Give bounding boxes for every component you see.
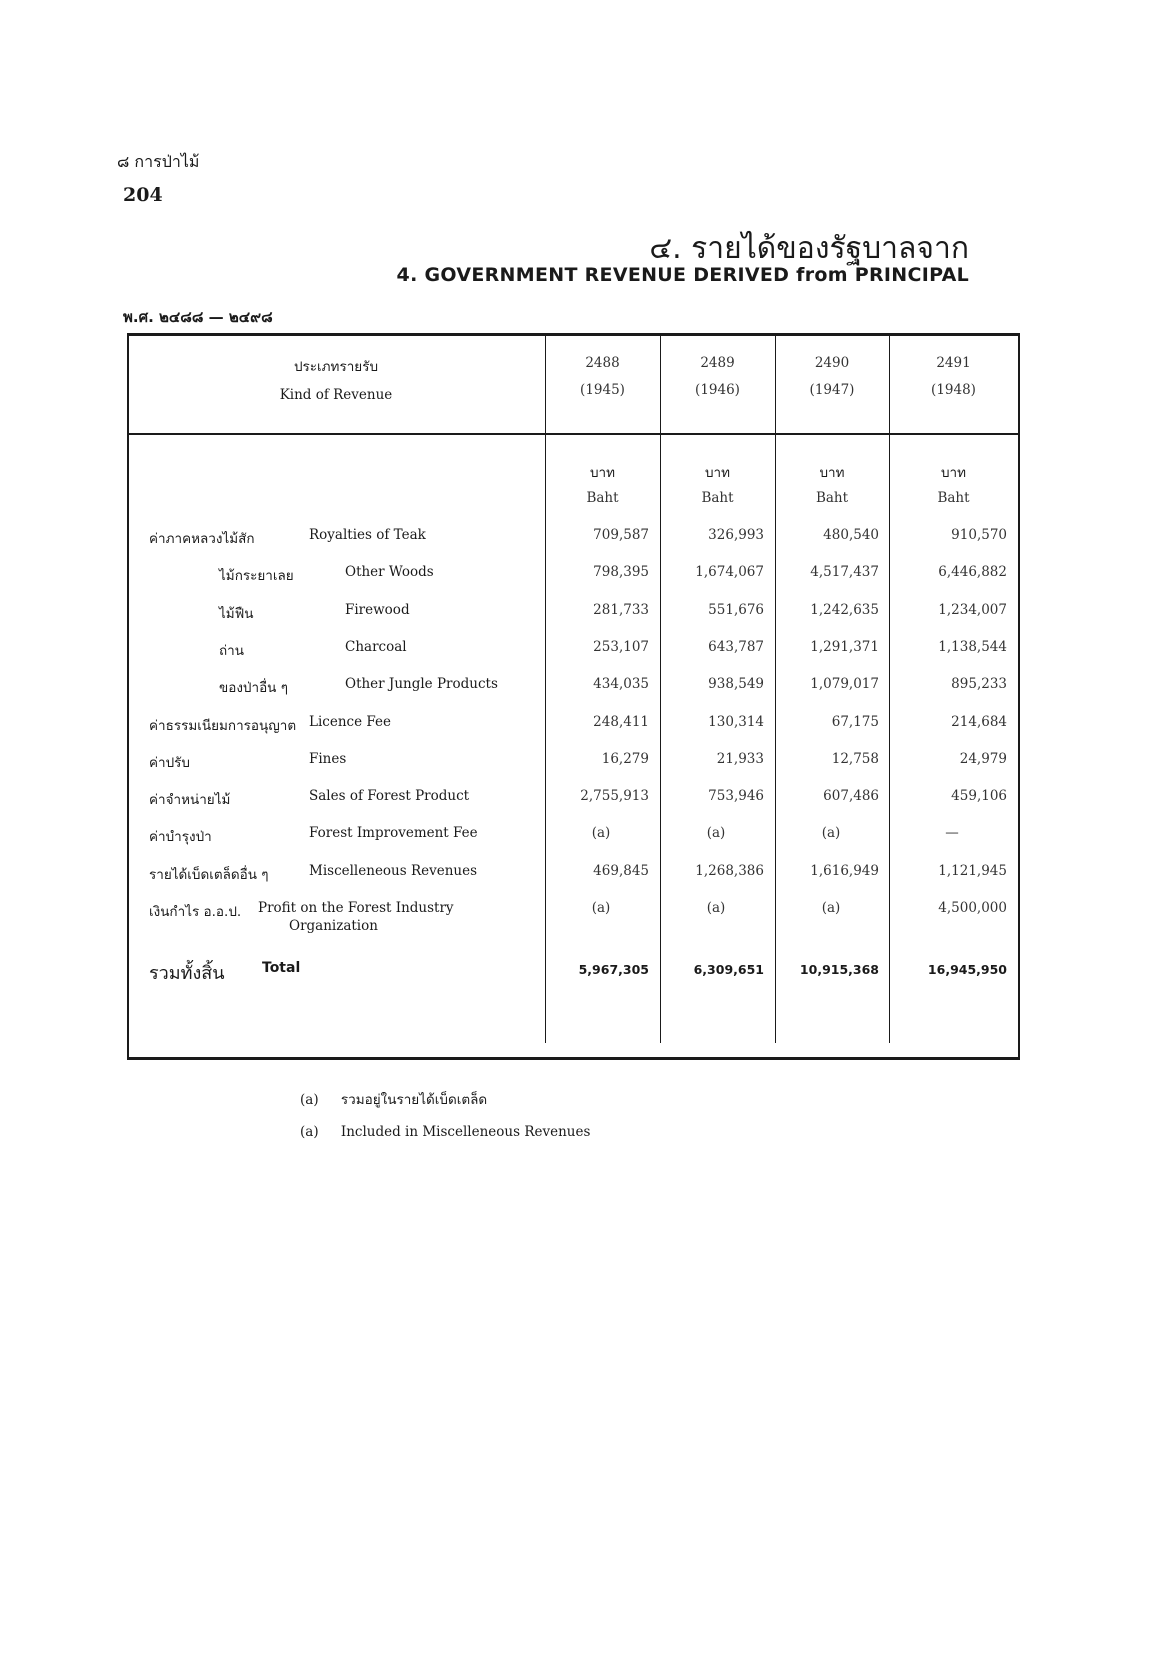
row-label-thai: เงินกำไร อ.อ.ป. [149,904,242,920]
row-label-english: Profit on the Forest Industry [258,900,454,916]
row-value: 798,395 [593,564,649,580]
unit-thai: บาท [589,465,616,481]
row-value: 281,733 [593,602,649,618]
header-year-ce: (1946) [695,382,740,398]
header-year-ce: (1947) [809,382,855,398]
total-label-thai: รวมทั้งสิ้น [149,963,225,984]
row-value: 469,845 [593,863,649,879]
row-label-thai: ค่าภาคหลวงไม้สัก [149,531,255,547]
row-value: 2,755,913 [580,788,649,804]
table-top-rule [127,333,1020,336]
footnote-text: รวมอยู่ในรายได้เบ็ดเตล็ด [340,1092,488,1108]
running-header: ๘ การป่าไม้ [117,152,200,171]
row-label-thai: ค่าปรับ [149,755,191,771]
table-left-border [127,333,129,1060]
row-label-english: Fines [309,751,347,767]
unit-english: Baht [937,490,970,506]
row-value: (a) [591,825,611,841]
row-label-thai: รายได้เบ็ดเตล็ดอื่น ๆ [149,867,269,883]
header-kind-thai: ประเภทรายรับ [293,359,379,375]
total-value: 6,309,651 [693,962,764,977]
row-value: (a) [821,825,841,841]
total-value: 10,915,368 [799,962,879,977]
row-label-english: Forest Improvement Fee [309,825,478,841]
table-right-border [1018,333,1020,1060]
revenue-table [127,333,1020,1060]
row-value: 1,291,371 [810,639,879,655]
row-value: — [945,825,959,841]
header-year-be: 2490 [814,355,850,371]
row-value: 24,979 [959,751,1007,767]
header-year-ce: (1948) [931,382,976,398]
row-value: 910,570 [951,527,1007,543]
row-value: 12,758 [831,751,879,767]
unit-thai: บาท [940,465,967,481]
row-label-english-continued: Organization [289,918,378,934]
row-value: 253,107 [593,639,649,655]
era-label: พ.ศ. ๒๔๘๘ — ๒๔๙๘ [123,308,273,326]
header-year-ce: (1945) [580,382,625,398]
header-year-be: 2489 [700,355,735,371]
row-value: 1,268,386 [695,863,764,879]
footnote-text: Included in Miscelleneous Revenues [340,1124,591,1140]
table-bottom-rule [127,1057,1020,1060]
footnote-thai [300,1088,487,1110]
row-value: 1,242,635 [810,602,879,618]
row-value: 709,587 [593,527,649,543]
footnote-mark: (a) [300,1124,319,1140]
row-label-thai: ค่าธรรมเนียมการอนุญาต [149,718,297,734]
row-value: 434,035 [593,676,649,692]
row-label-english: Royalties of Teak [309,527,426,543]
row-value: 753,946 [708,788,764,804]
total-value: 16,945,950 [927,962,1007,977]
header-divider-rule [127,433,1020,435]
row-label-thai: ไม้ฟืน [219,606,254,622]
footnote-mark: (a) [300,1092,319,1108]
title-english: 4. GOVERNMENT REVENUE DERIVED from PRINCIPAL [396,264,969,286]
row-value: (a) [706,900,726,916]
header-kind-english: Kind of Revenue [279,387,393,403]
header-year-be: 2491 [936,355,971,371]
row-value: 1,616,949 [810,863,879,879]
row-value: 4,500,000 [938,900,1007,916]
row-value: 1,079,017 [810,676,879,692]
row-value: 551,676 [708,602,764,618]
header-year-be: 2488 [585,355,620,371]
row-value: 130,314 [708,714,764,730]
row-value: 643,787 [708,639,764,655]
row-value: 459,106 [951,788,1007,804]
page-number: 204 [123,184,163,206]
row-value: 607,486 [823,788,879,804]
row-label-english: Other Jungle Products [345,676,498,692]
unit-english: Baht [701,490,734,506]
row-value: (a) [706,825,726,841]
row-value: 1,121,945 [938,863,1007,879]
row-label-english: Licence Fee [309,714,391,730]
unit-english: Baht [586,490,619,506]
unit-thai: บาท [819,465,845,481]
row-value: 4,517,437 [810,564,879,580]
row-value: 67,175 [831,714,879,730]
row-label-english: Miscelleneous Revenues [309,863,478,879]
row-value: 480,540 [823,527,879,543]
row-value: (a) [821,900,841,916]
total-label-english: Total [262,960,301,976]
row-label-english: Charcoal [345,639,407,655]
footnote-english [300,1124,590,1140]
row-value: 6,446,882 [938,564,1007,580]
row-value: 895,233 [951,676,1007,692]
row-label-english: Sales of Forest Product [309,788,470,804]
row-label-thai: ถ่าน [219,643,244,659]
unit-english: Baht [815,490,849,506]
row-label-english: Other Woods [345,564,434,580]
row-label-thai: ค่าจำหน่ายไม้ [149,792,231,808]
row-value: 16,279 [601,751,649,767]
row-label-english: Firewood [345,602,410,618]
row-value: 938,549 [708,676,764,692]
row-value: 1,674,067 [695,564,764,580]
row-value: (a) [591,900,611,916]
unit-thai: บาท [704,465,731,481]
row-value: 1,234,007 [938,602,1007,618]
row-label-thai: ของป่าอื่น ๆ [219,680,288,696]
row-value: 214,684 [951,714,1007,730]
title-thai: ๔. รายได้ของรัฐบาลจาก [649,231,969,266]
total-value: 5,967,305 [578,962,649,977]
row-value: 248,411 [593,714,649,730]
row-value: 21,933 [716,751,764,767]
row-label-thai: ค่าบำรุงป่า [149,829,212,845]
row-label-thai: ไม้กระยาเลย [219,568,294,584]
row-value: 1,138,544 [938,639,1007,655]
row-value: 326,993 [708,527,764,543]
